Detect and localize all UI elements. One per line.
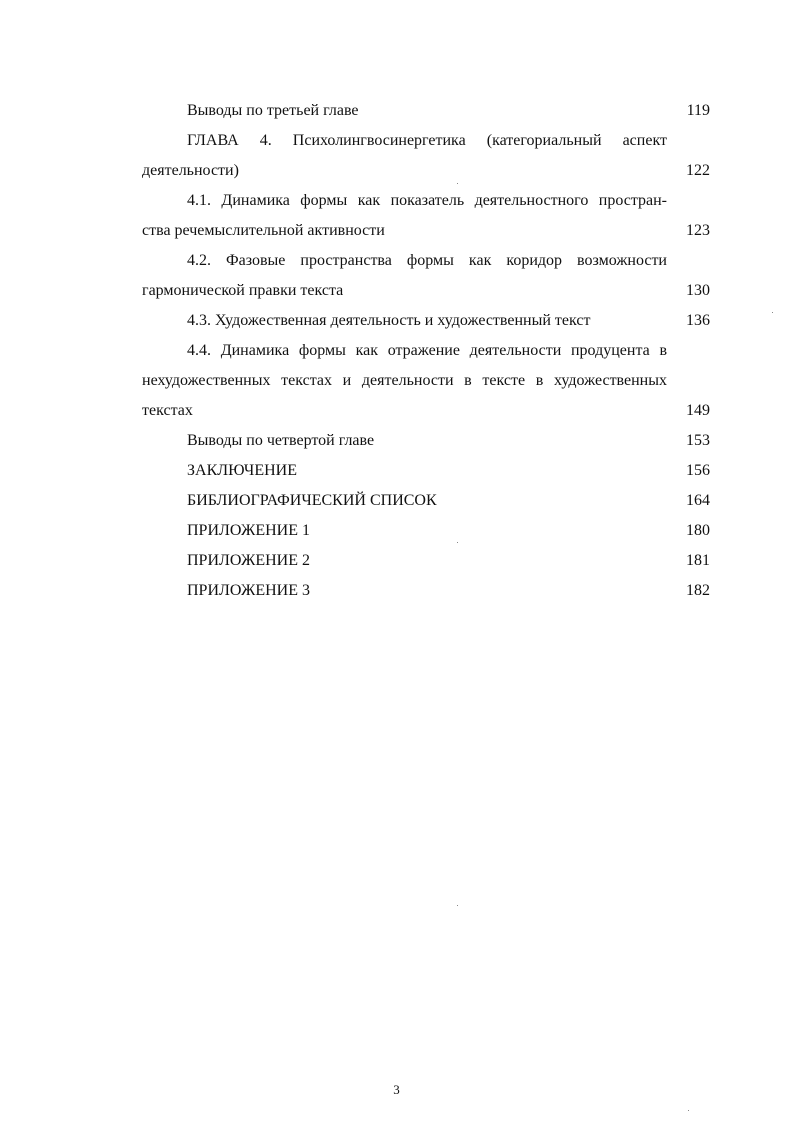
toc-entry-continuation bbox=[142, 396, 710, 426]
toc-entry-title: ПРИЛОЖЕНИЕ 3 bbox=[187, 582, 311, 599]
toc-entry-title-line: гармонической правки текста bbox=[142, 282, 344, 299]
toc-entry-page: 180 bbox=[686, 522, 710, 539]
toc-entry bbox=[142, 486, 710, 516]
toc-entry-continuation bbox=[142, 366, 710, 396]
toc-entry-title-line: ства речемыслительной активности bbox=[142, 222, 385, 239]
toc-entry bbox=[142, 576, 710, 606]
toc-entry-title-line: 4.1. Динамика формы как показатель деятельностного простран- bbox=[187, 192, 667, 209]
toc-entry-page: 149 bbox=[686, 402, 710, 419]
toc-entry bbox=[142, 426, 710, 456]
toc-entry bbox=[142, 456, 710, 486]
toc-entry-continuation bbox=[142, 156, 710, 186]
toc-entry-page: 182 bbox=[686, 582, 710, 599]
toc-entry-page: 130 bbox=[686, 282, 710, 299]
scan-speck bbox=[457, 905, 458, 906]
toc-entry bbox=[142, 516, 710, 546]
toc-entry-title-line: деятельности) bbox=[142, 162, 239, 179]
toc-entry-title: Выводы по четвертой главе bbox=[187, 432, 375, 449]
toc-entry-continuation bbox=[142, 216, 710, 246]
toc-entry-title: Выводы по третьей главе bbox=[187, 102, 359, 119]
toc-entry-continuation bbox=[142, 276, 710, 306]
toc-entry bbox=[142, 306, 710, 336]
scan-speck bbox=[772, 312, 773, 313]
toc-entry-page: 136 bbox=[686, 312, 710, 329]
toc-entry-title: ЗАКЛЮЧЕНИЕ bbox=[187, 462, 297, 479]
toc-entry-title: 4.3. Художественная деятельность и художественный текст bbox=[187, 312, 591, 329]
toc-entry-page: 153 bbox=[686, 432, 710, 449]
toc-entry-title-line: 4.4. Динамика формы как отражение деятельности продуцента в bbox=[187, 342, 667, 359]
scan-speck bbox=[457, 183, 458, 184]
toc-entry-title-line: нехудожественных текстах и деятельности в тексте в художественных bbox=[142, 372, 667, 389]
toc-entry-title: ПРИЛОЖЕНИЕ 1 bbox=[187, 522, 311, 539]
toc-entry-page: 164 bbox=[686, 492, 710, 509]
toc-entry-page: 119 bbox=[686, 102, 710, 119]
toc-entry bbox=[142, 186, 710, 216]
toc-entry bbox=[142, 126, 710, 156]
toc-entry bbox=[142, 96, 710, 126]
toc-entry-title-line: 4.2. Фазовые пространства формы как коридор возможности bbox=[187, 252, 667, 269]
toc-entry-title-line: текстах bbox=[142, 402, 193, 419]
toc-entry-page: 122 bbox=[686, 162, 710, 179]
toc-entry-page: 181 bbox=[686, 552, 710, 569]
scan-speck bbox=[457, 542, 458, 543]
toc-entry-title-line: ГЛАВА 4. Психолингвосинергетика (категориальный аспект bbox=[187, 132, 667, 149]
table-of-contents bbox=[142, 96, 710, 606]
scan-speck bbox=[688, 1110, 689, 1111]
toc-entry bbox=[142, 546, 710, 576]
toc-entry-title: ПРИЛОЖЕНИЕ 2 bbox=[187, 552, 311, 569]
toc-entry-page: 123 bbox=[686, 222, 710, 239]
page-number: 3 bbox=[393, 1082, 400, 1097]
toc-entry bbox=[142, 246, 710, 276]
toc-entry-title: БИБЛИОГРАФИЧЕСКИЙ СПИСОК bbox=[187, 492, 437, 509]
toc-entry-page: 156 bbox=[686, 462, 710, 479]
toc-entry bbox=[142, 336, 710, 366]
